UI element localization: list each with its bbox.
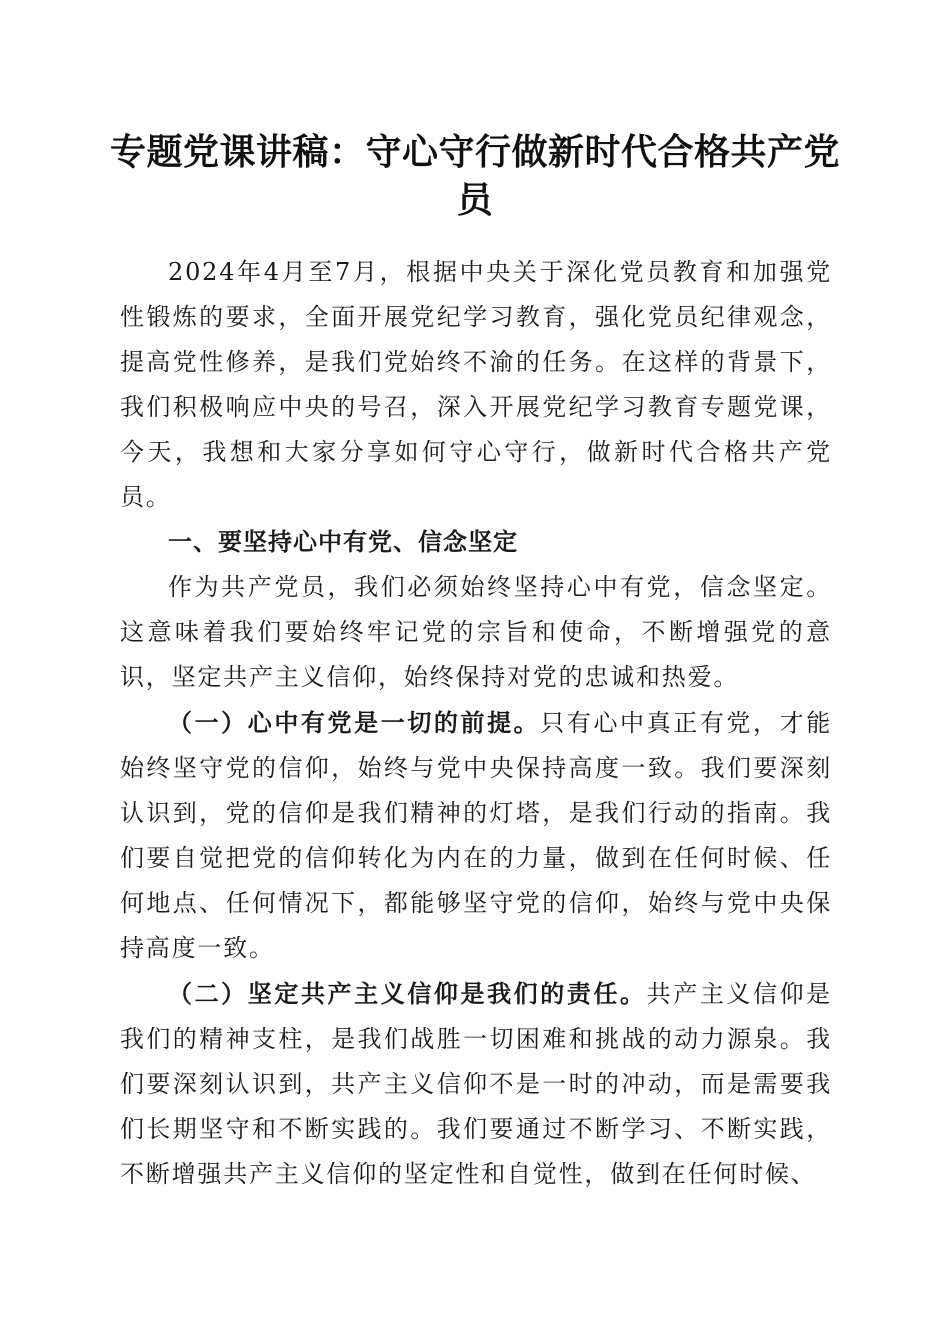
subsection-2-text: 共产主义信仰是我们的精神支柱，是我们战胜一切困难和挑战的动力源泉。我们要深刻认识到，共产主义信仰不是一时的冲动，而是需要我们长期坚守和不断实践的。我们要通过不断学习、不断实践，不断增强共产主义信仰的坚定性和自觉性，做到在任何时候、 — [120, 980, 832, 1188]
subsection-2-lead: （二）坚定共产主义信仰是我们的责任。 — [168, 979, 647, 1008]
intro-paragraph: 2024年4月至7月，根据中央关于深化党员教育和加强党性锻炼的要求，全面开展党纪学习教育，强化党员纪律观念，提高党性修养，是我们党始终不渝的任务。在这样的背景下，我们积极响应中央的号召，深入开展党纪学习教育专题党课，今天，我想和大家分享如何守心守行，做新时代合格共产党员。 — [120, 258, 832, 511]
subsection-1-text: 只有心中真正有党，才能始终坚守党的信仰，始终与党中央保持高度一致。我们要深刻认识到，党的信仰是我们精神的灯塔，是我们行动的指南。我们要自觉把党的信仰转化为内在的力量，做到在任何时候、任何地点、任何情况下，都能够坚守党的信仰，始终与党中央保持高度一致。 — [120, 709, 832, 962]
subsection-1-paragraph — [120, 700, 832, 971]
section-heading-1: 一、要坚持心中有党、信念坚定 — [168, 528, 518, 556]
subsection-2-paragraph — [120, 971, 832, 1197]
document-title: 专题党课讲稿：守心守行做新时代合格共产党员 — [109, 131, 840, 221]
subsection-1-lead: （一）心中有党是一切的前提。 — [168, 708, 541, 737]
document-body — [120, 250, 832, 1197]
section-1-paragraph: 作为共产党员，我们必须始终坚持心中有党，信念坚定。这意味着我们要始终牢记党的宗旨和使命，不断增强党的意识，坚定共产主义信仰，始终保持对党的忠诚和热爱。 — [120, 573, 832, 691]
